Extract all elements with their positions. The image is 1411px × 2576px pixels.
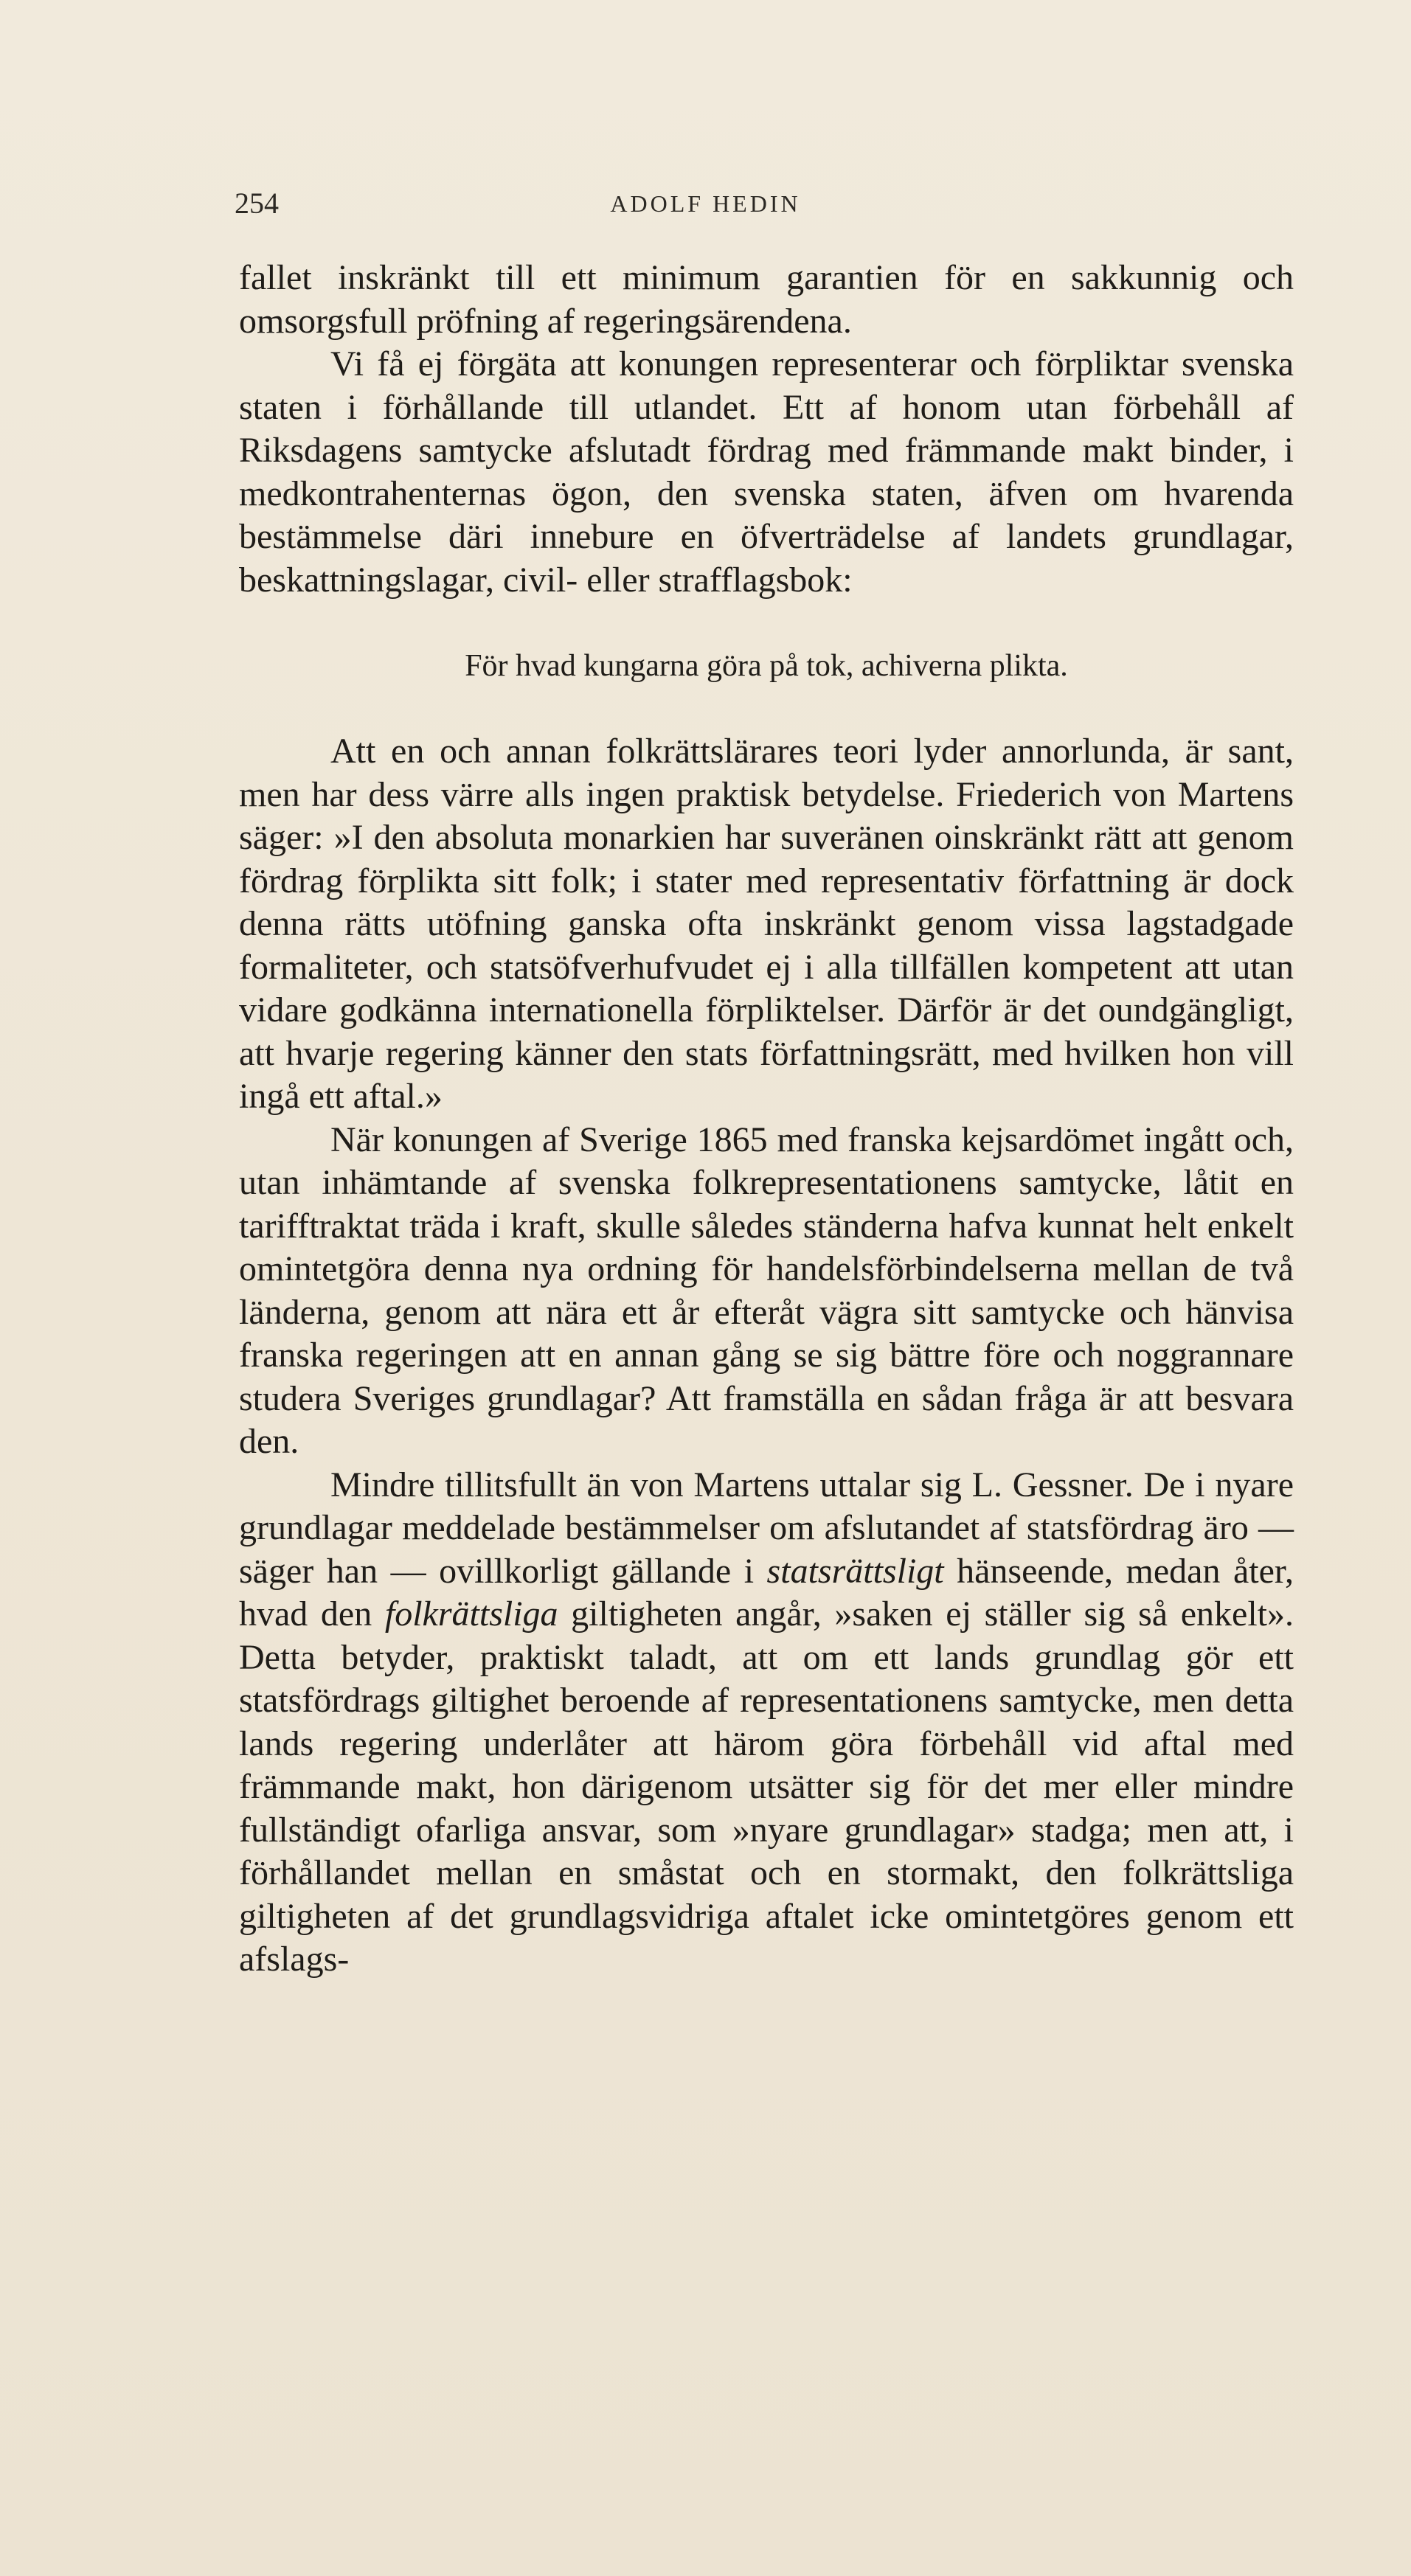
- body-text: [239, 257, 1294, 1982]
- running-head: ADOLF HEDIN: [610, 190, 801, 217]
- paragraph-5-part-c: giltigheten angår, »saken ej ställer sig så enkelt». Detta betyder, praktiskt taladt, att om ett lands grundlag gör ett statsfördrags giltighet beroende af representationens samtycke, men detta lands regering underlåter att härom göra förbehåll vid aftal med främmande makt, hon därigenom utsätter sig för det mer eller mindre fullständigt ofarliga ansvar, som »nyare grundlagar» stadga; men att, i förhållandet mellan en småstat och en stormakt, den folkrättsliga giltigheten af det grundlagsvidriga aftalet icke omintetgöres genom ett afslags-: [239, 1594, 1294, 1979]
- verse-quote: För hvad kungarna göra på tok, achiverna plikta.: [465, 649, 1068, 683]
- paragraph-5-part-a: Mindre tillitsfullt än von Martens uttalar sig L. Gessner. De i nyare grundlagar meddelade bestämmelser om afslutandet af statsfördrag äro — säger han — ovillkorligt gällande i: [239, 1465, 1294, 1591]
- page-number: 254: [235, 187, 279, 220]
- italic-term-statsrattsligt: statsrättsligt: [766, 1551, 944, 1591]
- paragraph-5-part-b: hänseende, medan åter, hvad den: [239, 1551, 1294, 1634]
- paragraph-2: Vi få ej förgäta att konungen representerar och förpliktar svenska staten i förhållande till utlandet. Ett af honom utan förbehåll af Riksdagens samtycke afslutadt fördrag med främmande makt binder, i medkontrahenternas ögon, den svenska staten, äfven om hvarenda bestämmelse däri innebure en öfverträdelse af landets grundlagar, beskattningslagar, civil- eller strafflagsbok:: [239, 344, 1294, 600]
- paragraph-1: fallet inskränkt till ett minimum garantien för en sakkunnig och omsorgsfull pröfning af regeringsärendena.: [239, 258, 1294, 341]
- paragraph-5: [239, 1464, 1294, 1982]
- italic-term-folkrattsliga: folkrättsliga: [384, 1594, 558, 1634]
- paragraph-3: Att en och annan folkrättslärares teori lyder annorlunda, är sant, men har dess värre alls ingen praktisk betydelse. Friederich von Martens säger: »I den absoluta monarkien har suveränen oinskränkt rätt att genom fördrag förplikta sitt folk; i stater med representativ författning är dock denna rätts utöfning ganska ofta inskränkt genom vissa lagstadgade formaliteter, och statsöfverhufvudet ej i alla tillfällen kompetent att utan vidare godkänna internationella förpliktelser. Därför är det oundgängligt, att hvarje regering känner den stats författningsrätt, med hvilken hon vill ingå ett aftal.»: [239, 732, 1294, 1116]
- paragraph-4: När konungen af Sverige 1865 med franska kejsardömet ingått och, utan inhämtande af svenska folkrepresentationens samtycke, låtit en tarifftraktat träda i kraft, skulle således ständerna hafva kunnat helt enkelt omintetgöra denna nya ordning för handelsförbindelserna mellan de två länderna, genom att nära ett år efteråt vägra sitt samtycke och hänvisa franska regeringen att en annan gång se sig bättre före och noggrannare studera Sveriges grundlagar? Att framställa en sådan fråga är att besvara den.: [239, 1119, 1294, 1461]
